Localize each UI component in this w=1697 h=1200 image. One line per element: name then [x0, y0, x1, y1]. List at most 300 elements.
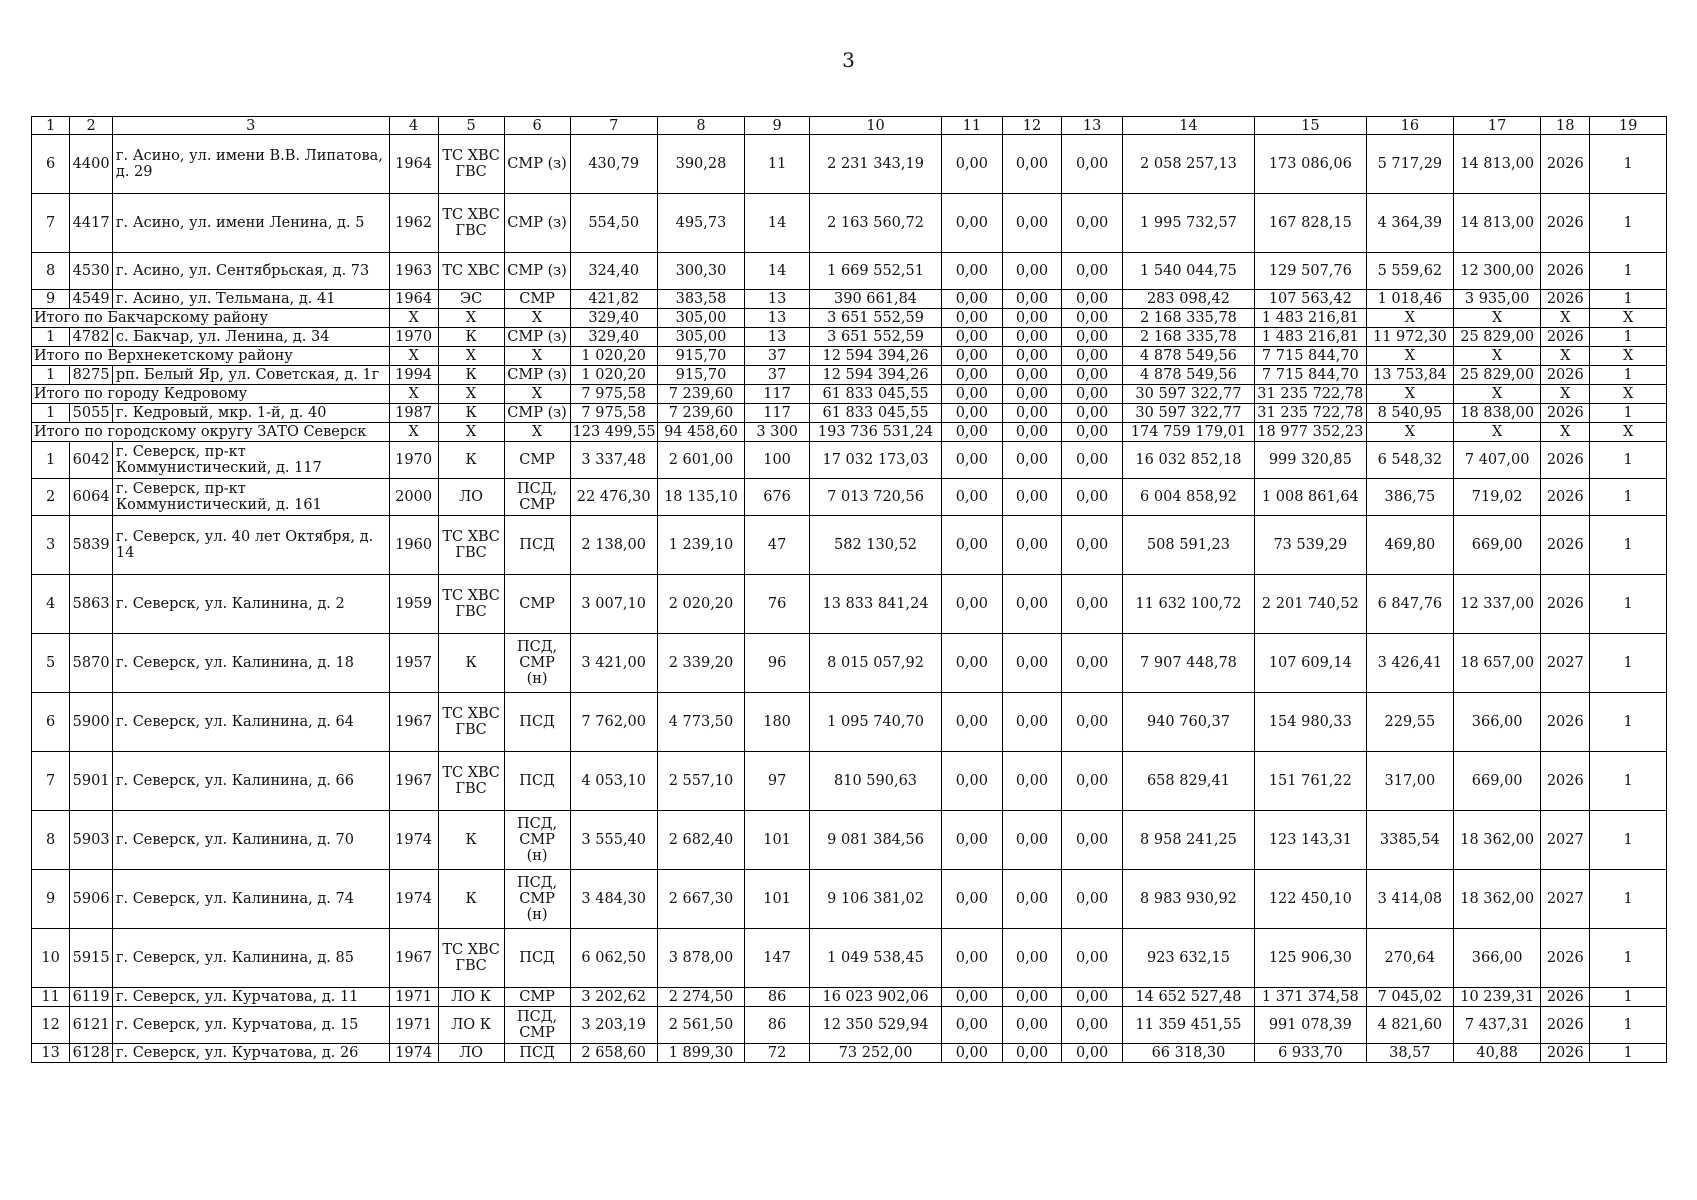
table-cell: 1 [1590, 870, 1667, 929]
table-cell: Х [389, 423, 438, 442]
table-cell: 3 555,40 [570, 811, 657, 870]
subtotal-label: Итого по Бакчарскому району [32, 309, 390, 328]
table-cell: 2026 [1541, 135, 1590, 194]
table-cell: 6 847,76 [1366, 575, 1453, 634]
table-cell: 4 878 549,56 [1122, 366, 1254, 385]
table-cell: 0,00 [942, 290, 1003, 309]
table-cell: 2 274,50 [657, 988, 744, 1007]
table-cell: 283 098,42 [1122, 290, 1254, 309]
table-cell: 366,00 [1454, 929, 1541, 988]
table-cell: 999 320,85 [1254, 442, 1366, 479]
table-cell: 0,00 [942, 752, 1003, 811]
table-cell: 154 980,33 [1254, 693, 1366, 752]
table-cell: 2 [32, 479, 70, 516]
table-cell: 1994 [389, 366, 438, 385]
table-cell: 329,40 [570, 328, 657, 347]
table-cell: 324,40 [570, 253, 657, 290]
table-cell: 0,00 [1002, 404, 1062, 423]
table-cell: Х [1454, 423, 1541, 442]
table-cell: 810 590,63 [810, 752, 942, 811]
table-cell: 8 958 241,25 [1122, 811, 1254, 870]
table-cell: СМР (з) [504, 404, 570, 423]
table-cell: 7 907 448,78 [1122, 634, 1254, 693]
table-cell: Х [504, 385, 570, 404]
table-cell: 123 499,55 [570, 423, 657, 442]
table-cell: 2 561,50 [657, 1007, 744, 1044]
table-cell: Х [1366, 309, 1453, 328]
table-cell: 2026 [1541, 290, 1590, 309]
table-cell: Х [1454, 309, 1541, 328]
table-cell: 1964 [389, 290, 438, 309]
table-cell: Х [1366, 385, 1453, 404]
table-cell: 1 095 740,70 [810, 693, 942, 752]
table-row [32, 442, 1667, 479]
table-cell: 12 594 394,26 [810, 347, 942, 366]
table-row [32, 328, 1667, 347]
table-cell: 1 483 216,81 [1254, 328, 1366, 347]
table-cell: 0,00 [1002, 634, 1062, 693]
table-cell: 9 [32, 870, 70, 929]
table-cell: ПСД, СМР [504, 479, 570, 516]
table-cell: 5 [32, 634, 70, 693]
table-cell: Х [1541, 385, 1590, 404]
table-cell: 14 652 527,48 [1122, 988, 1254, 1007]
column-number: 17 [1454, 117, 1541, 135]
table-cell: ПСД [504, 693, 570, 752]
table-cell: 582 130,52 [810, 516, 942, 575]
table-cell: 317,00 [1366, 752, 1453, 811]
table-cell: 0,00 [942, 194, 1003, 253]
column-number: 7 [570, 117, 657, 135]
column-number: 11 [942, 117, 1003, 135]
table-cell: 38,57 [1366, 1044, 1453, 1063]
table-cell: 1 [1590, 693, 1667, 752]
table-cell: 117 [745, 385, 810, 404]
table-cell: 167 828,15 [1254, 194, 1366, 253]
table-cell: Х [1590, 423, 1667, 442]
table-cell: 122 450,10 [1254, 870, 1366, 929]
table-cell: 11 [745, 135, 810, 194]
table-cell: Х [438, 423, 504, 442]
table-cell: 2026 [1541, 929, 1590, 988]
table-cell: 9 [32, 290, 70, 309]
table-cell: 2026 [1541, 1007, 1590, 1044]
table-cell: 6119 [70, 988, 113, 1007]
table-cell: 2026 [1541, 1044, 1590, 1063]
table-cell: 669,00 [1454, 752, 1541, 811]
table-row [32, 1007, 1667, 1044]
table-cell: 0,00 [1002, 752, 1062, 811]
table-cell: ПСД, СМР (н) [504, 870, 570, 929]
table-cell: СМР [504, 575, 570, 634]
table-cell: 0,00 [942, 693, 1003, 752]
table-cell: 7 407,00 [1454, 442, 1541, 479]
table-cell: 2027 [1541, 811, 1590, 870]
table-cell: 8 [32, 253, 70, 290]
table-cell: 8 983 930,92 [1122, 870, 1254, 929]
table-row [32, 290, 1667, 309]
table-cell: 10 [32, 929, 70, 988]
table-cell: 0,00 [1062, 1044, 1123, 1063]
address-cell: г. Северск, ул. 40 лет Октября, д. 14 [112, 516, 389, 575]
column-number: 14 [1122, 117, 1254, 135]
table-cell: 305,00 [657, 309, 744, 328]
table-cell: Х [389, 347, 438, 366]
table-cell: 4 878 549,56 [1122, 347, 1254, 366]
table-cell: 8 540,95 [1366, 404, 1453, 423]
table-cell: 1974 [389, 1044, 438, 1063]
table-cell: 5 717,29 [1366, 135, 1453, 194]
table-cell: 22 476,30 [570, 479, 657, 516]
table-cell: 1959 [389, 575, 438, 634]
table-cell: 6 [32, 135, 70, 194]
table-cell: 13 [745, 309, 810, 328]
table-cell: 0,00 [1002, 870, 1062, 929]
address-cell: г. Северск, ул. Калинина, д. 2 [112, 575, 389, 634]
table-cell: 1 018,46 [1366, 290, 1453, 309]
table-cell: 30 597 322,77 [1122, 404, 1254, 423]
table-cell: 1 [1590, 516, 1667, 575]
table-cell: 151 761,22 [1254, 752, 1366, 811]
table-cell: 18 362,00 [1454, 870, 1541, 929]
table-cell: 1 [1590, 253, 1667, 290]
table-cell: ТС ХВС ГВС [438, 752, 504, 811]
page-number: 3 [842, 48, 855, 72]
table-cell: 0,00 [942, 347, 1003, 366]
address-cell: г. Северск, ул. Калинина, д. 85 [112, 929, 389, 988]
table-row [32, 811, 1667, 870]
table-cell: 13 [745, 328, 810, 347]
table-cell: 6064 [70, 479, 113, 516]
table-cell: 3 484,30 [570, 870, 657, 929]
subtotal-label: Итого по городскому округу ЗАТО Северск [32, 423, 390, 442]
table-cell: ПСД, СМР (н) [504, 811, 570, 870]
table-cell: 0,00 [1002, 1007, 1062, 1044]
table-cell: 923 632,15 [1122, 929, 1254, 988]
table-cell: 12 [32, 1007, 70, 1044]
subtotal-label: Итого по городу Кедровому [32, 385, 390, 404]
table-cell: 1 371 374,58 [1254, 988, 1366, 1007]
table-cell: 2 658,60 [570, 1044, 657, 1063]
register-body [32, 117, 1667, 1063]
address-cell: г. Северск, ул. Калинина, д. 66 [112, 752, 389, 811]
table-cell: 0,00 [1062, 575, 1123, 634]
table-cell: 4417 [70, 194, 113, 253]
table-cell: 73 539,29 [1254, 516, 1366, 575]
table-cell: 6 062,50 [570, 929, 657, 988]
table-cell: 390,28 [657, 135, 744, 194]
table-cell: 25 829,00 [1454, 328, 1541, 347]
table-cell: 0,00 [942, 1007, 1003, 1044]
table-cell: 13 833 841,24 [810, 575, 942, 634]
table-cell: 0,00 [942, 1044, 1003, 1063]
table-cell: 11 972,30 [1366, 328, 1453, 347]
table-cell: 76 [745, 575, 810, 634]
table-cell: 0,00 [1062, 634, 1123, 693]
table-cell: 1 [1590, 194, 1667, 253]
table-cell: СМР [504, 442, 570, 479]
table-row [32, 253, 1667, 290]
table-cell: 1 239,10 [657, 516, 744, 575]
table-cell: 2 020,20 [657, 575, 744, 634]
table-cell: 2 601,00 [657, 442, 744, 479]
table-cell: 7 239,60 [657, 385, 744, 404]
table-cell: 2026 [1541, 752, 1590, 811]
table-cell: Х [1454, 347, 1541, 366]
table-cell: 2027 [1541, 870, 1590, 929]
table-cell: ЛО [438, 1044, 504, 1063]
table-cell: 0,00 [1062, 404, 1123, 423]
table-cell: 0,00 [942, 870, 1003, 929]
table-cell: 2026 [1541, 479, 1590, 516]
table-cell: 0,00 [1002, 811, 1062, 870]
table-cell: 0,00 [1002, 328, 1062, 347]
table-row [32, 988, 1667, 1007]
table-cell: Х [438, 309, 504, 328]
table-row [32, 929, 1667, 988]
table-cell: 1 [1590, 811, 1667, 870]
table-cell: 1 483 216,81 [1254, 309, 1366, 328]
table-cell: 0,00 [1062, 328, 1123, 347]
table-cell: 37 [745, 347, 810, 366]
table-cell: 3 [32, 516, 70, 575]
table-cell: 658 829,41 [1122, 752, 1254, 811]
table-cell: 6 [32, 693, 70, 752]
table-cell: К [438, 442, 504, 479]
table-cell: 61 833 045,55 [810, 404, 942, 423]
table-cell: 117 [745, 404, 810, 423]
table-cell: 1960 [389, 516, 438, 575]
table-cell: 4400 [70, 135, 113, 194]
table-cell: 0,00 [1062, 1007, 1123, 1044]
table-cell: 0,00 [1062, 347, 1123, 366]
table-cell: 1 [1590, 479, 1667, 516]
table-cell: 0,00 [1062, 309, 1123, 328]
table-cell: 7 975,58 [570, 385, 657, 404]
table-cell: 1964 [389, 135, 438, 194]
table-cell: 18 362,00 [1454, 811, 1541, 870]
table-cell: 11 359 451,55 [1122, 1007, 1254, 1044]
table-cell: ЛО [438, 479, 504, 516]
table-cell: ЛО К [438, 988, 504, 1007]
table-row [32, 404, 1667, 423]
table-cell: 7 239,60 [657, 404, 744, 423]
table-cell: 0,00 [1062, 929, 1123, 988]
address-cell: г. Северск, ул. Калинина, д. 74 [112, 870, 389, 929]
table-cell: 0,00 [942, 479, 1003, 516]
address-cell: г. Северск, ул. Курчатова, д. 11 [112, 988, 389, 1007]
table-cell: 123 143,31 [1254, 811, 1366, 870]
table-cell: ПСД [504, 929, 570, 988]
table-cell: 6 004 858,92 [1122, 479, 1254, 516]
table-cell: 18 977 352,23 [1254, 423, 1366, 442]
table-cell: 366,00 [1454, 693, 1541, 752]
table-cell: 2 163 560,72 [810, 194, 942, 253]
table-cell: 2026 [1541, 575, 1590, 634]
table-cell: ТС ХВС ГВС [438, 929, 504, 988]
table-cell: 31 235 722,78 [1254, 385, 1366, 404]
column-number: 4 [389, 117, 438, 135]
table-cell: 0,00 [1002, 929, 1062, 988]
table-cell: 5055 [70, 404, 113, 423]
table-cell: 0,00 [1002, 988, 1062, 1007]
table-cell: 13 [745, 290, 810, 309]
table-cell: 0,00 [1002, 1044, 1062, 1063]
address-cell: рп. Белый Яр, ул. Советская, д. 1г [112, 366, 389, 385]
table-cell: 0,00 [942, 442, 1003, 479]
register-table [31, 116, 1667, 1063]
table-cell: ТС ХВС ГВС [438, 194, 504, 253]
table-cell: 0,00 [1002, 290, 1062, 309]
table-cell: 5903 [70, 811, 113, 870]
column-number: 13 [1062, 117, 1123, 135]
table-cell: Х [1590, 385, 1667, 404]
table-cell: 1 [1590, 442, 1667, 479]
table-cell: 2026 [1541, 194, 1590, 253]
table-cell: Х [389, 385, 438, 404]
column-number: 12 [1002, 117, 1062, 135]
table-cell: 3 337,48 [570, 442, 657, 479]
address-cell: г. Асино, ул. Тельмана, д. 41 [112, 290, 389, 309]
table-cell: 8 [32, 811, 70, 870]
table-cell: Х [504, 309, 570, 328]
address-cell: г. Северск, пр-кт Коммунистический, д. 117 [112, 442, 389, 479]
table-cell: ПСД [504, 516, 570, 575]
table-cell: 1 [1590, 1007, 1667, 1044]
table-cell: 0,00 [1062, 194, 1123, 253]
table-cell: 1 [1590, 929, 1667, 988]
table-cell: 1 [1590, 575, 1667, 634]
table-cell: 4 053,10 [570, 752, 657, 811]
table-cell: 1 [1590, 135, 1667, 194]
column-number: 9 [745, 117, 810, 135]
table-cell: 2026 [1541, 328, 1590, 347]
table-cell: 5870 [70, 634, 113, 693]
table-cell: 554,50 [570, 194, 657, 253]
table-cell: 3 007,10 [570, 575, 657, 634]
table-cell: 1974 [389, 811, 438, 870]
subtotal-row [32, 385, 1667, 404]
table-cell: 5839 [70, 516, 113, 575]
table-cell: ПСД [504, 752, 570, 811]
table-cell: 12 337,00 [1454, 575, 1541, 634]
table-cell: 940 760,37 [1122, 693, 1254, 752]
table-cell: 1 020,20 [570, 366, 657, 385]
table-cell: 3 878,00 [657, 929, 744, 988]
table-row [32, 479, 1667, 516]
table-cell: 5915 [70, 929, 113, 988]
table-cell: 1 [1590, 366, 1667, 385]
table-cell: 1 008 861,64 [1254, 479, 1366, 516]
table-cell: 1 049 538,45 [810, 929, 942, 988]
table-cell: 8 015 057,92 [810, 634, 942, 693]
table-cell: 3 300 [745, 423, 810, 442]
table-cell: 2026 [1541, 988, 1590, 1007]
table-cell: 0,00 [1002, 194, 1062, 253]
table-cell: Х [1366, 347, 1453, 366]
table-cell: 8275 [70, 366, 113, 385]
table-cell: 0,00 [1002, 385, 1062, 404]
address-cell: г. Кедровый, мкр. 1-й, д. 40 [112, 404, 389, 423]
table-cell: 14 [745, 194, 810, 253]
table-cell: 14 813,00 [1454, 135, 1541, 194]
table-cell: 0,00 [1062, 988, 1123, 1007]
table-cell: 0,00 [1002, 135, 1062, 194]
subtotal-label: Итого по Верхнекетскому району [32, 347, 390, 366]
subtotal-row [32, 347, 1667, 366]
table-cell: 0,00 [1062, 135, 1123, 194]
table-cell: 4782 [70, 328, 113, 347]
table-cell: 421,82 [570, 290, 657, 309]
table-cell: 14 [745, 253, 810, 290]
table-cell: 1971 [389, 988, 438, 1007]
table-cell: Х [438, 385, 504, 404]
table-cell: 1967 [389, 929, 438, 988]
table-cell: 0,00 [1002, 479, 1062, 516]
table-cell: ПСД, СМР [504, 1007, 570, 1044]
table-cell: 0,00 [942, 634, 1003, 693]
table-row [32, 634, 1667, 693]
table-cell: 12 300,00 [1454, 253, 1541, 290]
table-cell: 0,00 [942, 811, 1003, 870]
table-cell: 7 045,02 [1366, 988, 1453, 1007]
subtotal-row [32, 309, 1667, 328]
table-cell: 7 975,58 [570, 404, 657, 423]
table-cell: ТС ХВС [438, 253, 504, 290]
table-cell: 6121 [70, 1007, 113, 1044]
table-cell: Х [1541, 309, 1590, 328]
table-cell: ТС ХВС ГВС [438, 693, 504, 752]
table-cell: 174 759 179,01 [1122, 423, 1254, 442]
table-cell: 3385,54 [1366, 811, 1453, 870]
table-cell: 2 667,30 [657, 870, 744, 929]
table-cell: 5900 [70, 693, 113, 752]
table-cell: Х [1454, 385, 1541, 404]
table-cell: ТС ХВС ГВС [438, 135, 504, 194]
address-cell: г. Асино, ул. имени В.В. Липатова, д. 29 [112, 135, 389, 194]
table-cell: 0,00 [942, 423, 1003, 442]
table-cell: 18 838,00 [1454, 404, 1541, 423]
table-cell: 25 829,00 [1454, 366, 1541, 385]
table-cell: 0,00 [942, 385, 1003, 404]
table-cell: Х [1366, 423, 1453, 442]
table-cell: 3 651 552,59 [810, 328, 942, 347]
table-cell: 0,00 [1062, 290, 1123, 309]
table-cell: 1957 [389, 634, 438, 693]
table-cell: 1 899,30 [657, 1044, 744, 1063]
table-cell: СМР [504, 988, 570, 1007]
column-number-row [32, 117, 1667, 135]
table-cell: 0,00 [942, 988, 1003, 1007]
table-cell: 669,00 [1454, 516, 1541, 575]
table-cell: 2026 [1541, 693, 1590, 752]
column-number: 16 [1366, 117, 1453, 135]
table-row [32, 752, 1667, 811]
table-cell: 1 995 732,57 [1122, 194, 1254, 253]
table-cell: 4 364,39 [1366, 194, 1453, 253]
table-cell: Х [1541, 347, 1590, 366]
address-cell: г. Северск, пр-кт Коммунистический, д. 161 [112, 479, 389, 516]
table-cell: 4 821,60 [1366, 1007, 1453, 1044]
table-cell: Х [438, 347, 504, 366]
table-cell: 107 563,42 [1254, 290, 1366, 309]
table-cell: 1971 [389, 1007, 438, 1044]
table-cell: 2027 [1541, 634, 1590, 693]
table-cell: 0,00 [1062, 752, 1123, 811]
table-cell: 390 661,84 [810, 290, 942, 309]
table-cell: СМР (з) [504, 328, 570, 347]
table-cell: 0,00 [942, 575, 1003, 634]
